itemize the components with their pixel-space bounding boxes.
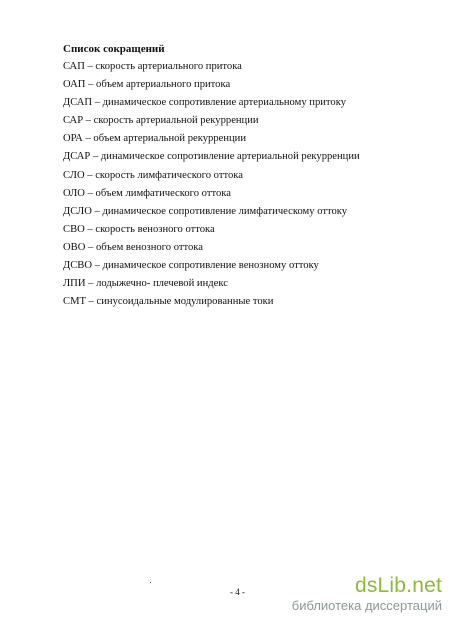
- abbreviation-item: СВО – скорость венозного оттока: [63, 223, 215, 235]
- watermark-tagline: библиотека диссертаций: [291, 598, 442, 613]
- abbreviation-list: [63, 60, 360, 313]
- abbreviation-item: ОЛО – объем лимфатического оттока: [63, 187, 231, 199]
- abbreviation-item: СМТ – синусоидальные модулированные токи: [63, 296, 274, 308]
- section-title: Список сокращений: [63, 43, 165, 55]
- abbreviation-item: ДСВО – динамическое сопротивление венозному оттоку: [63, 260, 319, 272]
- abbreviation-item: ОРА – объем артериальной рекурренции: [63, 133, 247, 145]
- abbreviation-item: САП – скорость артериального притока: [63, 61, 242, 72]
- abbreviation-item: СЛО – скорость лимфатического оттока: [63, 169, 243, 181]
- abbreviation-item: ДСЛО – динамическое сопротивление лимфатическому оттоку: [63, 205, 348, 217]
- abbreviation-item: ЛПИ – лодыжечно- плечевой индекс: [63, 278, 228, 290]
- abbreviation-item: ОВО – объем венозного оттока: [63, 241, 203, 253]
- page-number: - 4 -: [230, 587, 245, 597]
- abbreviation-item: ДСАП – динамическое сопротивление артериальному притоку: [63, 97, 347, 109]
- scan-speck: [150, 582, 151, 583]
- watermark-logo[interactable]: dsLib.net: [354, 574, 442, 597]
- watermark[interactable]: [292, 574, 442, 614]
- abbreviation-item: САР – скорость артериальной рекурренции: [63, 115, 259, 127]
- abbreviation-item: ДСАР – динамическое сопротивление артериальной рекурренции: [63, 151, 360, 163]
- abbreviation-item: ОАП – объем артериального притока: [63, 79, 231, 91]
